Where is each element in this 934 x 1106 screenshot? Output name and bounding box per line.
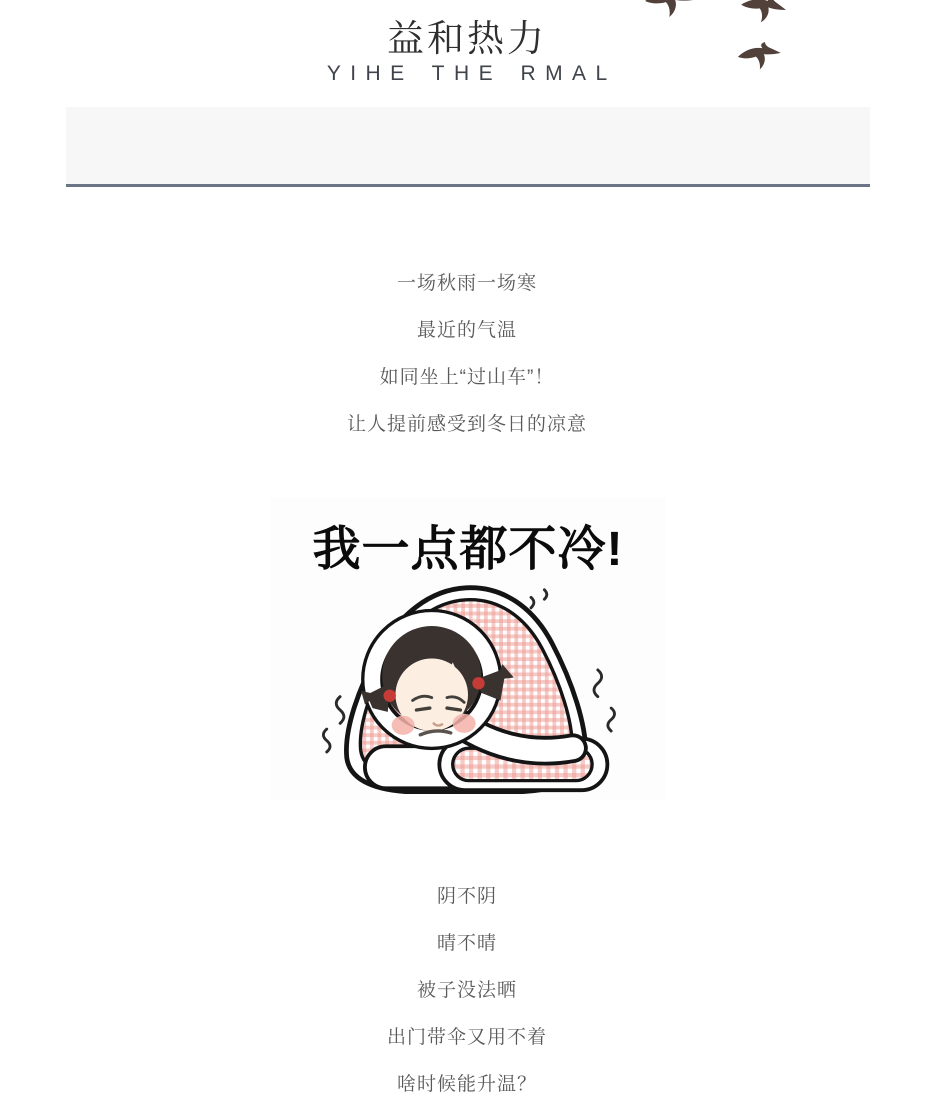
text-line: 出门带伞又用不着: [386, 1027, 547, 1048]
text-line: 阴不阴: [436, 886, 497, 907]
meme-image: [270, 498, 666, 800]
bird-icon: [739, 0, 788, 26]
intro-text-block: [0, 260, 934, 448]
header-divider-band: [66, 107, 870, 187]
text-line: 如同坐上“过山车”！: [379, 367, 555, 388]
girl-head: [382, 626, 481, 735]
flying-geese-icon: [630, 0, 820, 92]
girl-in-blanket-illustration: [303, 584, 633, 794]
bird-icon: [645, 0, 694, 17]
bird-icon: [737, 41, 782, 71]
text-line: 晴不晴: [436, 933, 497, 954]
brand-title: 益和热力: [387, 18, 547, 59]
text-line: 被子没法晒: [416, 980, 517, 1001]
outro-text-block: [0, 873, 934, 1106]
text-line: 让人提前感受到冬日的凉意: [346, 414, 587, 435]
text-line: 啥时候能升温？: [396, 1074, 537, 1095]
meme-caption: 我一点都不冷!: [312, 523, 624, 576]
text-line: 最近的气温: [416, 320, 517, 341]
brand-subtitle: YIHE THE RMAL: [326, 62, 617, 85]
text-line: 一场秋雨一场寒: [396, 273, 537, 294]
